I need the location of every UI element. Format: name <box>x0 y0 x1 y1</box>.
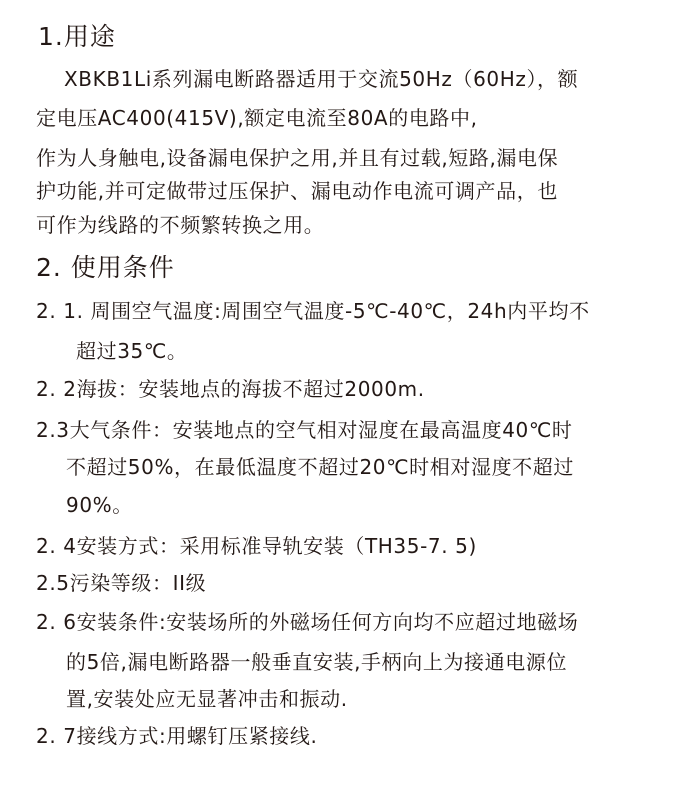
condition-item-line: 2.3大气条件：安装地点的空气相对湿度在最高温度40℃时 <box>36 418 573 442</box>
section-1-paragraph-line: 作为人身触电,设备漏电保护之用,并且有过载,短路,漏电保 <box>36 146 559 170</box>
condition-item-line: 2.5污染等级：II级 <box>36 571 207 595</box>
section-1-paragraph-line: 可作为线路的不频繁转换之用。 <box>36 213 325 237</box>
condition-item-line: 不超过50%，在最低温度不超过20℃时相对湿度不超过 <box>66 455 574 479</box>
section-2-heading: 2. 使用条件 <box>36 253 175 282</box>
condition-item-line: 90%。 <box>66 493 133 517</box>
condition-item-line: 2. 2海拔：安装地点的海拔不超过2000m. <box>36 377 425 401</box>
section-1-paragraph-line: 护功能,并可定做带过压保护、漏电动作电流可调产品，也 <box>36 179 558 203</box>
section-1-paragraph-line: XBKB1Li系列漏电断路器适用于交流50Hz（60Hz），额 <box>64 67 579 91</box>
section-1-paragraph-line: 定电压AC400(415V),额定电流至80A的电路中, <box>36 106 478 130</box>
condition-item-line: 2. 1. 周围空气温度:周围空气温度-5℃-40℃，24h内平均不 <box>36 299 590 323</box>
condition-item-line: 置,安装处应无显著冲击和振动. <box>66 687 348 711</box>
condition-item-line: 2. 6安装条件:安装场所的外磁场任何方向均不应超过地磁场 <box>36 610 579 634</box>
condition-item-line: 2. 4安装方式：采用标准导轨安装（TH35-7. 5) <box>36 534 477 558</box>
section-1-heading: 1.用途 <box>38 22 116 51</box>
condition-item-line: 的5倍,漏电断路器一般垂直安装,手柄向上为接通电源位 <box>66 650 568 674</box>
condition-item-line: 2. 7接线方式:用螺钉压紧接线. <box>36 724 318 748</box>
condition-item-line: 超过35℃。 <box>76 339 188 363</box>
